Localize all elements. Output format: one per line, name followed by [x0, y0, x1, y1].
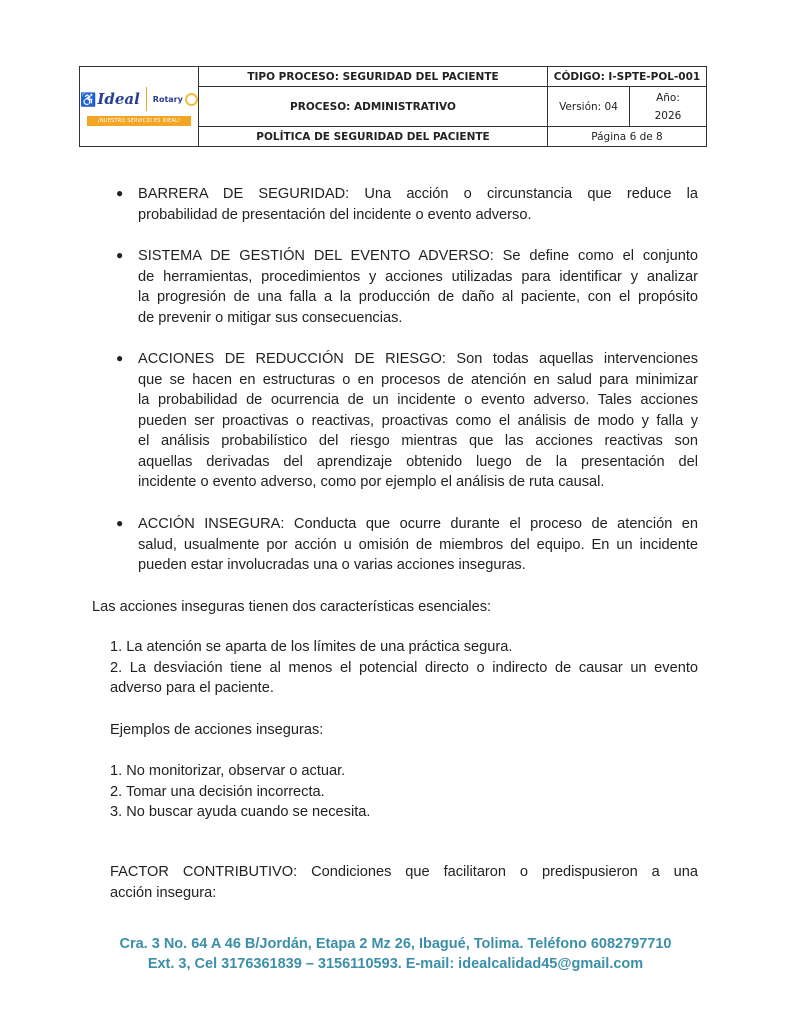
year-label: Año: [656, 91, 680, 104]
factor-contributivo: FACTOR CONTRIBUTIVO: Condiciones que facilitaron o predispusieron a una acción insegura: [110, 864, 698, 901]
process-type: TIPO PROCESO: SEGURIDAD DEL PACIENTE [199, 67, 548, 87]
examples-list: 1. No monitorizar, observar o actuar. 2. Tomar una decisión incorrecta. 3. No buscar ayuda cuando se necesita. [110, 763, 371, 820]
bullet-icon: ● [116, 351, 124, 365]
footer-contact [0, 934, 791, 974]
bullet-icon: ● [116, 248, 124, 262]
document-code: CÓDIGO: I-SPTE-POL-001 [548, 67, 707, 87]
bullet-icon: ● [116, 186, 124, 200]
year-cell [630, 87, 707, 127]
definition-acciones-reduccion: ACCIONES DE REDUCCIÓN DE RIESGO: Son todas aquellas intervenciones que se hacen en estructuras o en procesos de atención en salud para minimizar la probabilidad de ocurrencia de un incidente o evento adverso. Tales acciones pueden ser proactivas o reactivas, proactivas como el análisis de modo y falla y el análisis probabilístico del riesgo mientras que las acciones reactivas son aquellas derivadas del aprendizaje obtenido luego de la presentación del incidente o evento adverso, como por ejemplo el análisis de ruta causal. [138, 351, 698, 490]
definition-accion-insegura: ACCIÓN INSEGURA: Conducta que ocurre durante el proceso de atención en salud, usualmente por acción u omisión de miembros del equipo. En un incidente pueden estar involucradas una o varias acciones inseguras. [138, 516, 698, 573]
logo [80, 87, 198, 126]
footer-phone-email: Ext. 3, Cel 3176361839 – 3156110593. E-mail: idealcalidad45@gmail.com [147, 956, 644, 972]
rotary-wheel-icon [185, 93, 198, 106]
logo-cell [80, 67, 199, 147]
version: Versión: 04 [548, 87, 630, 127]
characteristics-intro: Las acciones inseguras tienen dos características esenciales: [92, 599, 492, 615]
characteristics-list: 1. La atención se aparta de los límites de una práctica segura. 2. La desviación tiene al menos el potencial directo o indirecto de causar un evento adverso para el paciente. [110, 639, 698, 696]
logo-slogan: ¡NUESTRO SERVICIO ES IDEAL! [87, 116, 191, 126]
bullet-icon: ● [116, 516, 124, 530]
page-number: Página 6 de 8 [548, 127, 707, 147]
examples-intro: Ejemplos de acciones inseguras: [110, 722, 324, 738]
logo-divider [146, 87, 147, 111]
footer-address: Cra. 3 No. 64 A 46 B/Jordán, Etapa 2 Mz 26, Ibagué, Tolima. Teléfono 6082797710 [119, 936, 672, 952]
definition-sistema-gestion: SISTEMA DE GESTIÓN DEL EVENTO ADVERSO: Se define como el conjunto de herramientas, procedimientos y acciones utilizadas para identificar y analizar la progresión de una falla a la producción de daño al paciente, con el propósito de prevenir o mitigar sus consecuencias. [138, 248, 698, 326]
process-name: PROCESO: ADMINISTRATIVO [199, 87, 548, 127]
definition-barrera: BARRERA DE SEGURIDAD: Una acción o circunstancia que reduce la probabilidad de presentación del incidente o evento adverso. [138, 186, 698, 223]
policy-title: POLÍTICA DE SEGURIDAD DEL PACIENTE [199, 127, 548, 147]
ideal-logo: ♿Ideal [80, 90, 140, 108]
rotary-logo: Rotary [153, 93, 198, 106]
year-value: 2026 [654, 109, 682, 122]
document-header-table [79, 66, 707, 147]
wheelchair-icon: ♿ [80, 93, 97, 108]
